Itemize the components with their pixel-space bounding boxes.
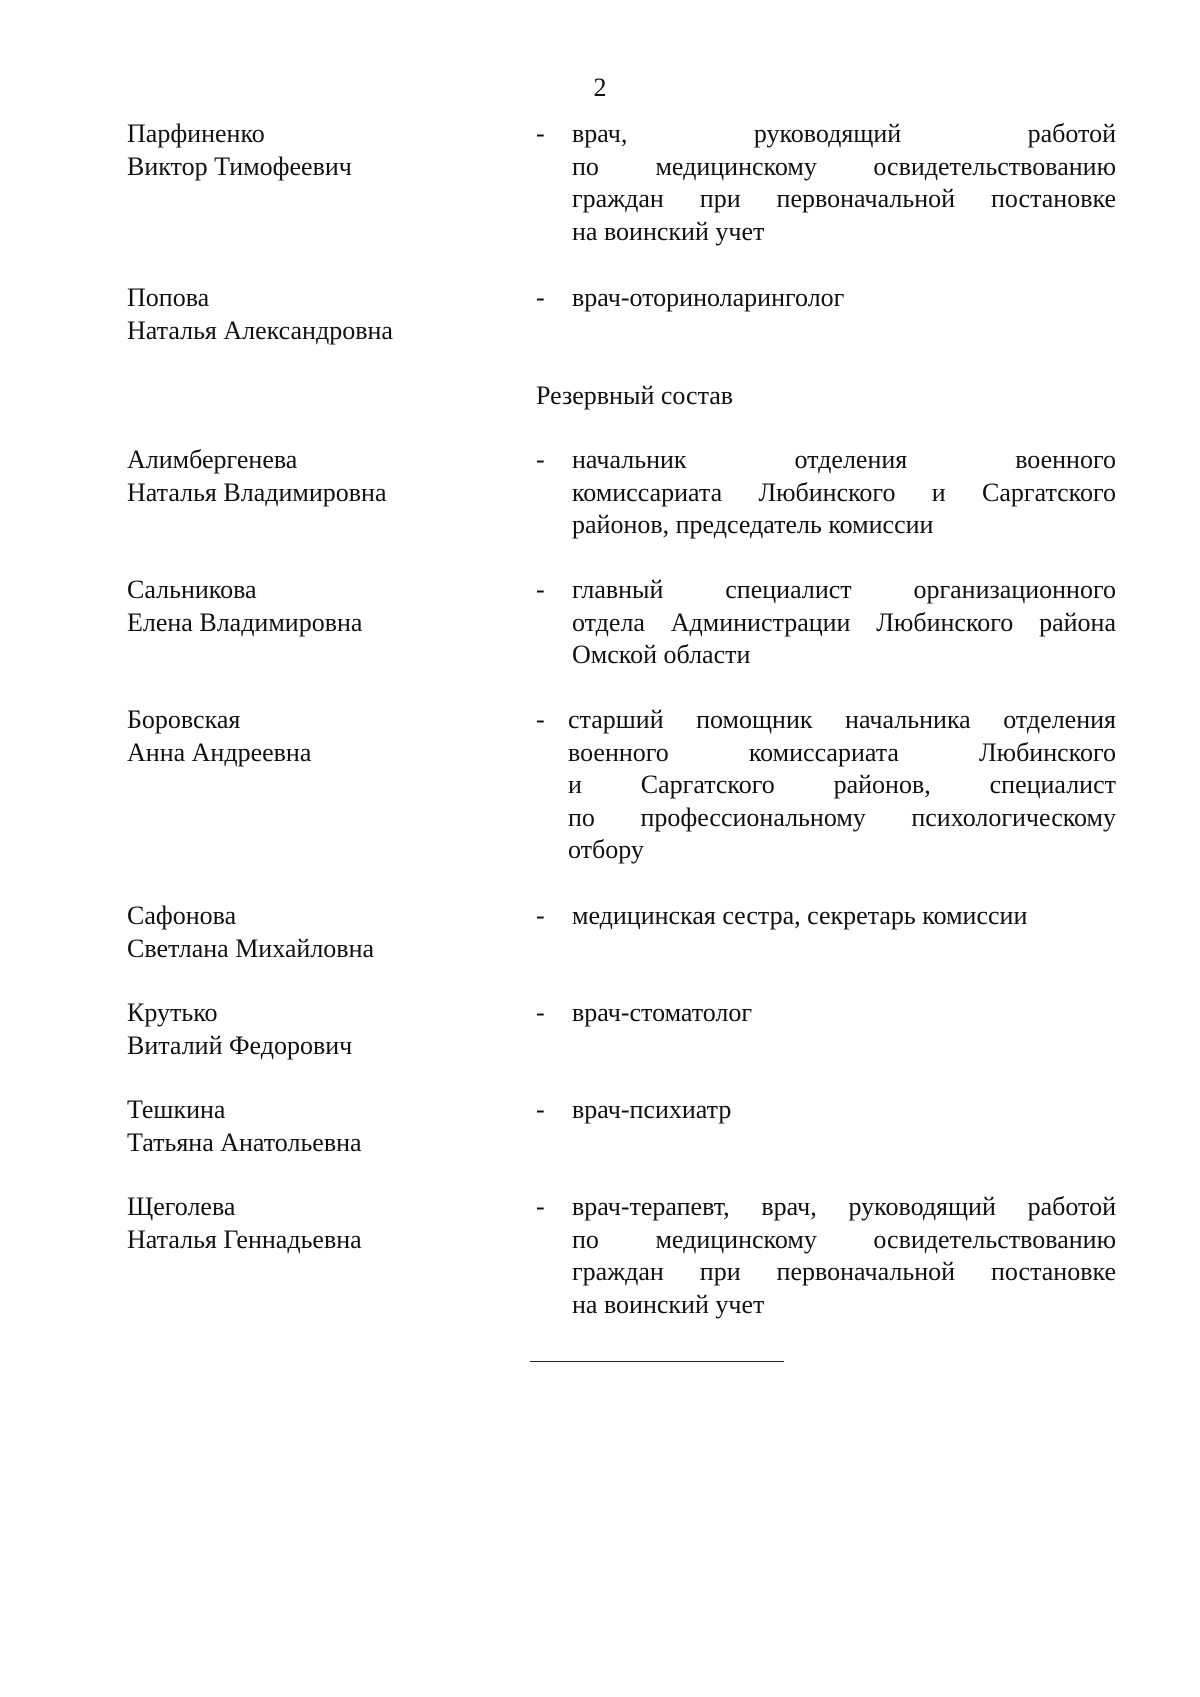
page-number: 2: [593, 73, 607, 102]
entry-dash: -: [536, 998, 545, 1027]
entry-dash: -: [536, 283, 545, 312]
member-position: [572, 282, 1116, 315]
entry-dash: -: [536, 445, 545, 474]
position-line: на воинский учет: [572, 216, 765, 246]
closing-rule: [530, 1361, 784, 1362]
member-position: [572, 118, 1116, 248]
member-given-names: Наталья Владимировна: [127, 477, 387, 507]
member-surname: Крутько: [127, 998, 218, 1027]
entry-dash: -: [536, 705, 545, 734]
entry-dash: -: [536, 901, 545, 930]
position-line: врач-психиатр: [572, 1095, 732, 1124]
entry-dash: -: [536, 1192, 545, 1221]
member-name: [127, 574, 527, 639]
member-name: [127, 1191, 527, 1256]
member-name: [127, 997, 527, 1062]
position-line: врач, руководящий работой: [572, 119, 1116, 148]
member-position: [572, 1094, 1116, 1127]
position-line: врач-оториноларинголог: [572, 283, 845, 312]
member-given-names: Виктор Тимофеевич: [127, 151, 352, 181]
position-line: граждан при первоначальной постановке: [572, 184, 1116, 213]
position-line: граждан при первоначальной постановке: [572, 1257, 1116, 1286]
position-line: отбору: [568, 835, 644, 864]
member-surname: Боровская: [127, 705, 241, 734]
member-given-names: Наталья Геннадьевна: [127, 1224, 362, 1254]
member-position: [572, 900, 1116, 933]
member-position: [572, 574, 1116, 672]
member-surname: Сафонова: [127, 901, 237, 930]
member-given-names: Наталья Александровна: [127, 315, 393, 345]
member-position: [572, 1191, 1116, 1321]
member-name: [127, 704, 527, 769]
entry-dash: -: [536, 119, 545, 148]
member-position: [572, 997, 1116, 1030]
section-heading-reserve: Резервный состав: [536, 381, 734, 410]
position-line: по медицинскому освидетельствованию: [572, 1224, 1116, 1254]
member-name: [127, 900, 527, 965]
position-line: медицинская сестра, секретарь комиссии: [572, 901, 1028, 930]
member-name: [127, 444, 527, 509]
member-position: [572, 444, 1116, 542]
member-position: [568, 704, 1116, 867]
member-given-names: Елена Владимировна: [127, 607, 363, 637]
position-line: врач-терапевт, врач, руководящий работой: [572, 1192, 1116, 1221]
member-surname: Алимбергенева: [127, 445, 298, 474]
member-given-names: Анна Андреевна: [127, 737, 312, 767]
member-surname: Попова: [127, 283, 210, 312]
member-given-names: Татьяна Анатольевна: [127, 1127, 362, 1157]
entry-dash: -: [536, 575, 545, 604]
position-line: врач-стоматолог: [572, 998, 753, 1027]
position-line: начальник отделения военного: [572, 445, 1116, 474]
position-line: военного комиссариата Любинского: [568, 737, 1116, 767]
member-name: [127, 282, 527, 347]
position-line: районов, председатель комиссии: [572, 510, 934, 539]
position-line: и Саргатского районов, специалист: [568, 770, 1116, 799]
position-line: по медицинскому освидетельствованию: [572, 151, 1116, 181]
entry-dash: -: [536, 1095, 545, 1124]
member-given-names: Виталий Федорович: [127, 1030, 353, 1060]
member-name: [127, 118, 527, 183]
position-line: на воинский учет: [572, 1289, 765, 1319]
member-given-names: Светлана Михайловна: [127, 933, 375, 963]
member-surname: Тешкина: [127, 1095, 226, 1124]
position-line: главный специалист организационного: [572, 575, 1116, 604]
member-name: [127, 1094, 527, 1159]
position-line: комиссариата Любинского и Саргатского: [572, 477, 1116, 507]
member-surname: Сальникова: [127, 575, 257, 604]
position-line: Омской области: [572, 640, 751, 669]
position-line: по профессиональному психологическому: [568, 802, 1116, 832]
position-line: отдела Администрации Любинского района: [572, 607, 1116, 637]
position-line: старший помощник начальника отделения: [568, 705, 1116, 734]
member-surname: Щеголева: [127, 1192, 236, 1221]
member-surname: Парфиненко: [127, 119, 265, 148]
